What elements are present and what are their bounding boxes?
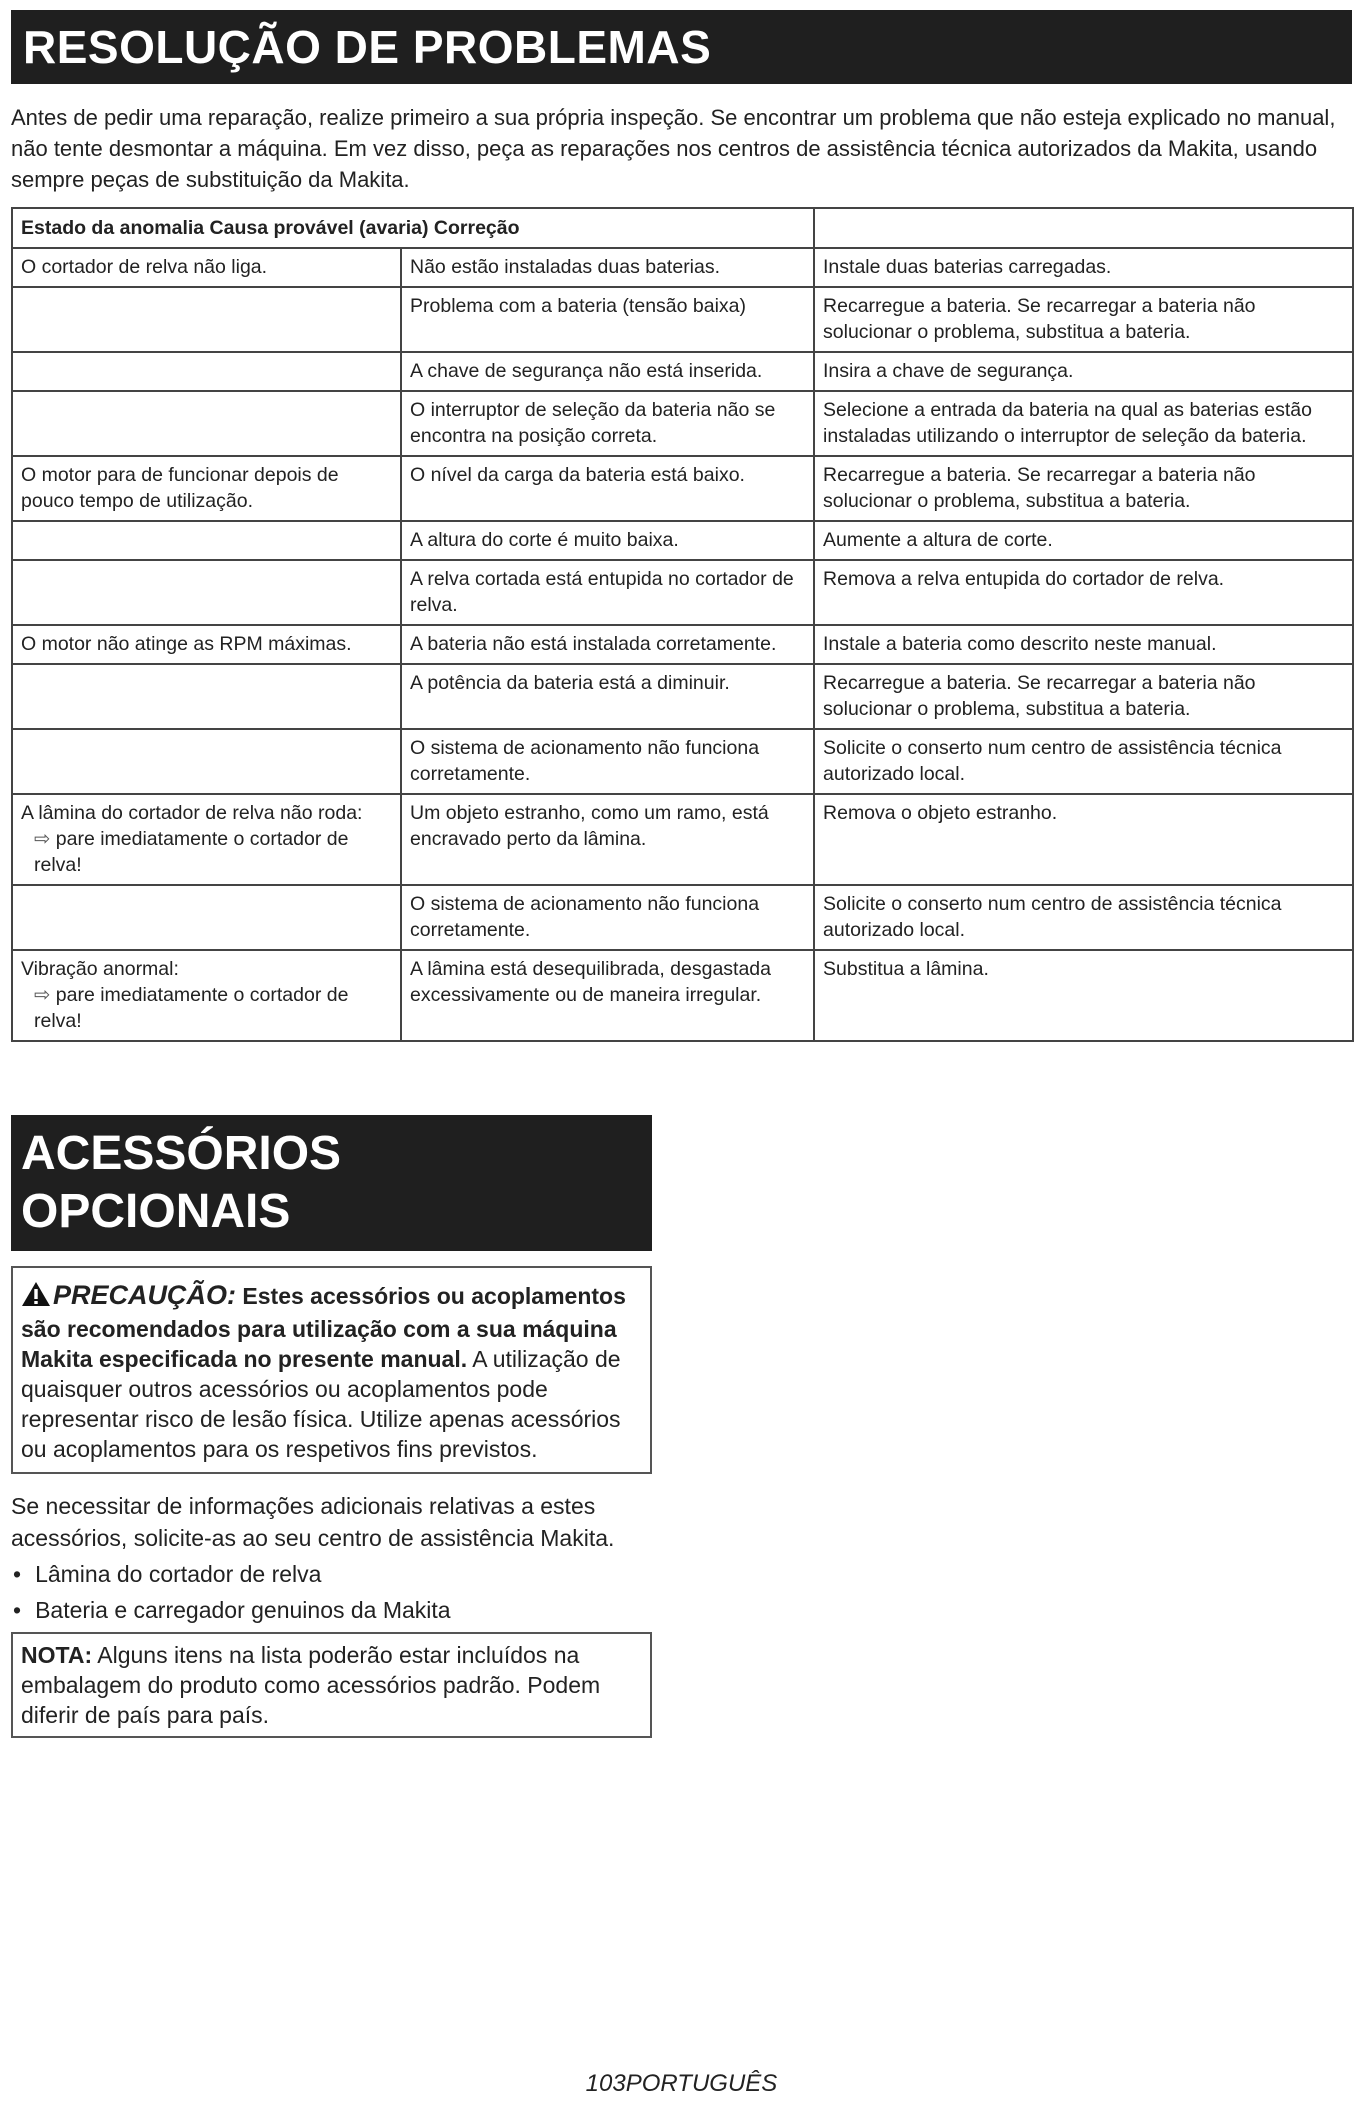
table-row <box>12 950 1353 1041</box>
table-row <box>12 391 1353 456</box>
fix-cell: Remova a relva entupida do cortador de relva. <box>814 560 1353 625</box>
table-row <box>12 560 1353 625</box>
cause-cell: Não estão instaladas duas baterias. <box>401 248 814 287</box>
table-row <box>12 248 1353 287</box>
page-number: 103 <box>585 2070 626 2097</box>
cause-cell: A relva cortada está entupida no cortador de relva. <box>401 560 814 625</box>
note-text: Alguns itens na lista poderão estar incluídos na embalagem do produto como acessórios padrão. Podem diferir de país para país. <box>21 1642 601 1728</box>
note-label: NOTA: <box>21 1642 93 1668</box>
fix-cell: Selecione a entrada da bateria na qual as baterias estão instaladas utilizando o interruptor de seleção da bateria. <box>814 391 1353 456</box>
state-cell: O cortador de relva não liga. <box>12 248 401 287</box>
table-row <box>12 287 1353 352</box>
note-box <box>11 1632 652 1738</box>
table-row <box>12 664 1353 729</box>
troubleshooting-title: RESOLUÇÃO DE PROBLEMAS <box>11 10 1352 84</box>
cause-cell: O nível da carga da bateria está baixo. <box>401 456 814 521</box>
caution-bold-text: Estes acessórios ou acoplamentos são recomendados para utilização com a sua máquina Makita especificada no presente manual. <box>21 1283 626 1372</box>
table-header-empty <box>814 208 1353 248</box>
state-cell <box>12 950 401 1041</box>
accessories-list <box>11 1556 1352 1628</box>
arrow-right-icon: ⇨ <box>34 828 51 850</box>
fix-cell: Remova o objeto estranho. <box>814 794 1353 885</box>
state-cell <box>12 521 401 560</box>
table-row <box>12 456 1353 521</box>
footer-language: PORTUGUÊS <box>625 2070 778 2097</box>
state-cell <box>12 352 401 391</box>
cause-cell: O sistema de acionamento não funciona corretamente. <box>401 729 814 794</box>
table-row <box>12 625 1353 664</box>
state-cell <box>12 391 401 456</box>
state-cell <box>12 664 401 729</box>
cause-cell: A altura do corte é muito baixa. <box>401 521 814 560</box>
state-action <box>21 982 390 1034</box>
fix-cell: Recarregue a bateria. Se recarregar a bateria não solucionar o problema, substitua a bateria. <box>814 287 1353 352</box>
accessories-title <box>11 1115 652 1251</box>
cause-cell: O interruptor de seleção da bateria não se encontra na posição correta. <box>401 391 814 456</box>
manual-page <box>11 10 1352 1738</box>
state-cell <box>12 560 401 625</box>
table-row <box>12 521 1353 560</box>
fix-cell: Solicite o conserto num centro de assistência técnica autorizado local. <box>814 729 1353 794</box>
warning-triangle-icon <box>21 1281 51 1314</box>
cause-cell: A lâmina está desequilibrada, desgastada excessivamente ou de maneira irregular. <box>401 950 814 1041</box>
state-action-text: pare imediatamente o cortador de relva! <box>34 984 349 1032</box>
accessories-title-line2: OPCIONAIS <box>21 1185 291 1238</box>
troubleshooting-table <box>11 207 1354 1042</box>
fix-cell: Substitua a lâmina. <box>814 950 1353 1041</box>
caution-text: A utilização de quaisquer outros acessórios ou acoplamentos pode representar risco de lesão física. Utilize apenas acessórios ou acoplamentos para os respetivos fins previstos. <box>21 1346 621 1462</box>
table-header-row <box>12 208 1353 248</box>
caution-box <box>11 1266 652 1474</box>
state-cell <box>12 287 401 352</box>
state-cell <box>12 729 401 794</box>
cause-cell: Problema com a bateria (tensão baixa) <box>401 287 814 352</box>
cause-cell: A chave de segurança não está inserida. <box>401 352 814 391</box>
table-row <box>12 885 1353 950</box>
cause-cell: A potência da bateria está a diminuir. <box>401 664 814 729</box>
fix-cell: Solicite o conserto num centro de assistência técnica autorizado local. <box>814 885 1353 950</box>
page-footer <box>0 2070 1363 2098</box>
accessories-title-line1: ACESSÓRIOS <box>21 1127 342 1180</box>
caution-label: PRECAUÇÃO: <box>53 1280 237 1310</box>
table-header: Estado da anomalia Causa provável (avaria) Correção <box>12 208 814 248</box>
table-row <box>12 729 1353 794</box>
arrow-right-icon: ⇨ <box>34 984 51 1006</box>
table-row <box>12 794 1353 885</box>
fix-cell: Instale a bateria como descrito neste manual. <box>814 625 1353 664</box>
state-cell: O motor para de funcionar depois de pouco tempo de utilização. <box>12 456 401 521</box>
fix-cell: Recarregue a bateria. Se recarregar a bateria não solucionar o problema, substitua a bateria. <box>814 456 1353 521</box>
state-text: Vibração anormal: <box>21 958 179 980</box>
state-action <box>21 826 390 878</box>
state-cell: O motor não atinge as RPM máximas. <box>12 625 401 664</box>
state-action-text: pare imediatamente o cortador de relva! <box>34 828 349 876</box>
fix-cell: Recarregue a bateria. Se recarregar a bateria não solucionar o problema, substitua a bateria. <box>814 664 1353 729</box>
fix-cell: Insira a chave de segurança. <box>814 352 1353 391</box>
state-cell <box>12 794 401 885</box>
cause-cell: A bateria não está instalada corretamente. <box>401 625 814 664</box>
state-text: A lâmina do cortador de relva não roda: <box>21 802 363 824</box>
troubleshooting-intro: Antes de pedir uma reparação, realize primeiro a sua própria inspeção. Se encontrar um problema que não esteja explicado no manual, não tente desmontar a máquina. Em vez disso, peça as reparações nos centros de assistência técnica autorizados da Makita, usando sempre peças de substituição da Makita. <box>11 105 1336 192</box>
state-cell <box>12 885 401 950</box>
table-row <box>12 352 1353 391</box>
accessories-info: Se necessitar de informações adicionais relativas a estes acessórios, solicite-as ao seu centro de assistência Makita. <box>11 1493 615 1551</box>
list-item: • Bateria e carregador genuinos da Makita <box>11 1592 1352 1628</box>
cause-cell: Um objeto estranho, como um ramo, está encravado perto da lâmina. <box>401 794 814 885</box>
fix-cell: Aumente a altura de corte. <box>814 521 1353 560</box>
list-item: • Lâmina do cortador de relva <box>11 1556 1352 1592</box>
cause-cell: O sistema de acionamento não funciona corretamente. <box>401 885 814 950</box>
fix-cell: Instale duas baterias carregadas. <box>814 248 1353 287</box>
